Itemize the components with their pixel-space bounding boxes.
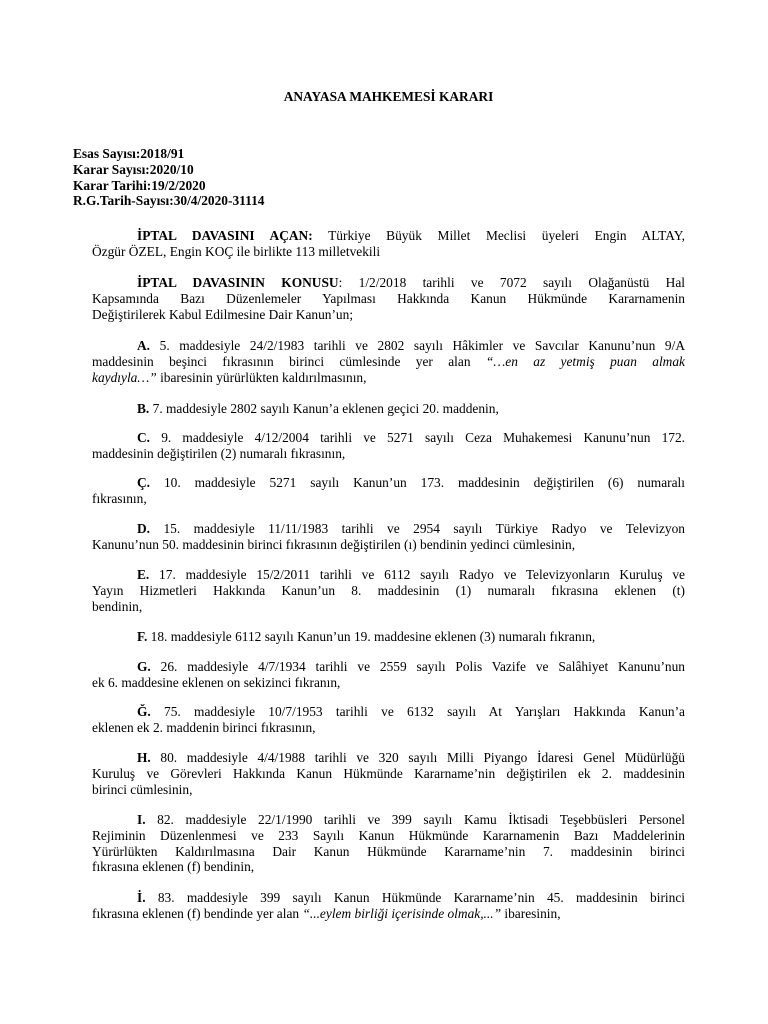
- item-text: fıkrasına eklenen (f) bendinin,: [92, 859, 255, 875]
- karar-sayisi: Karar Sayısı:2020/10: [73, 161, 194, 177]
- item-key: Ğ.: [137, 704, 151, 719]
- item-text: fıkrasının,: [92, 490, 147, 506]
- item-text: Yürürlükten Kaldırılmasına Dair Kanun Hükmünde Kararname’nin 7. maddesinin birinci: [92, 843, 685, 859]
- item-quote: “…en az yetmiş puan almak: [485, 353, 685, 369]
- item-text: 10. maddesiyle 5271 sayılı Kanun’un 173. maddesinin değiştirilen (6) numaralı: [150, 475, 685, 490]
- item-text: 18. maddesiyle 6112 sayılı Kanun’un 19. maddesine eklenen (3) numaralı fıkranın,: [147, 629, 596, 644]
- item-key: İ.: [137, 890, 146, 905]
- item-key: A.: [137, 338, 151, 353]
- resmi-gazete: R.G.Tarih-Sayısı:30/4/2020-31114: [73, 193, 265, 209]
- item-quote: “...eylem birliği içerisinde olmak,...”: [302, 905, 502, 921]
- item-text: Rejiminin Düzenlenmesi ve 233 Sayılı Kanun Hükmünde Kararnamenin Bazı Maddelerinin: [92, 827, 685, 843]
- item-text: ibaresinin yürürlükten kaldırılmasının,: [156, 369, 367, 385]
- list-item-b: [92, 401, 685, 417]
- item-text: 80. maddesiyle 4/4/1988 tarihli ve 320 sayılı Milli Piyango İdaresi Genel Müdürlüğü: [150, 750, 685, 765]
- item-text: 9. maddesiyle 4/12/2004 tarihli ve 5271 sayılı Ceza Muhakemesi Kanunu’nun 172.: [150, 430, 685, 445]
- item-key: G.: [137, 659, 151, 674]
- item-text: 5. maddesiyle 24/2/1983 tarihli ve 2802 sayılı Hâkimler ve Savcılar Kanunu’nun 9/A: [150, 338, 685, 353]
- item-text: 15. maddesiyle 11/11/1983 tarihli ve 2954 sayılı Türkiye Radyo ve Televizyon: [150, 521, 685, 536]
- item-text: 83. maddesiyle 399 sayılı Kanun Hükmünde Kararname’nin 45. maddesinin birinci: [145, 890, 685, 905]
- item-text: Kanunu’nun 50. maddesinin birinci fıkrasının değiştirilen (ı) bendinin yedinci cümlesinin,: [92, 536, 576, 552]
- acan-line-2: Özgür ÖZEL, Engin KOÇ ile birlikte 113 milletvekili: [92, 243, 381, 259]
- list-item-i-dotted: [92, 890, 685, 922]
- item-key: B.: [137, 401, 150, 416]
- item-text: fıkrasına eklenen (f) bendinde yer alan: [92, 905, 303, 921]
- list-item-c-cedilla: [92, 475, 685, 507]
- item-key: D.: [137, 521, 151, 536]
- item-key: C.: [137, 430, 151, 445]
- acan-line-1: Türkiye Büyük Millet Meclisi üyeleri Engin ALTAY,: [312, 228, 685, 243]
- paragraph-dava-konusu: [92, 275, 685, 322]
- esas-sayisi: Esas Sayısı:2018/91: [73, 146, 185, 161]
- item-text: birinci cümlesinin,: [92, 781, 193, 797]
- item-text: bendinin,: [92, 598, 143, 614]
- list-item-a: [92, 338, 685, 385]
- konu-line-3: Değiştirilerek Kabul Edilmesine Dair Kanun’un;: [92, 306, 354, 322]
- item-text: maddesinin değiştirilen (2) numaralı fıkrasının,: [92, 445, 346, 461]
- list-item-e: [92, 567, 685, 614]
- item-text: eklenen ek 2. maddenin birinci fıkrasının,: [92, 719, 316, 735]
- item-key: E.: [137, 567, 150, 582]
- item-text: Kuruluş ve Görevleri Hakkında Kanun Hükmünde Kararname’nin değiştirilen ek 2. maddesinin: [92, 765, 685, 781]
- item-key: I.: [137, 812, 146, 827]
- item-text: 17. maddesiyle 15/2/2011 tarihli ve 6112 sayılı Radyo ve Televizyonların Kuruluş ve: [149, 567, 685, 582]
- list-item-i: [92, 812, 685, 875]
- label-davayi-acan: İPTAL DAVASINI AÇAN:: [137, 228, 313, 243]
- item-key: F.: [137, 629, 148, 644]
- item-quote: kaydıyla…”: [92, 369, 157, 385]
- item-text: ek 6. maddesine eklenen on sekizinci fıkranın,: [92, 674, 341, 690]
- item-text: ibaresinin,: [501, 905, 561, 921]
- item-text: 82. maddesiyle 22/1/1990 tarihli ve 399 sayılı Kamu İktisadi Teşebbüsleri Personel: [145, 812, 685, 827]
- konu-line-1: : 1/2/2018 tarihli ve 7072 sayılı Olağanüstü Hal: [338, 275, 685, 290]
- paragraph-davayi-acan: [92, 228, 685, 260]
- list-item-f: [92, 629, 685, 645]
- page-title: ANAYASA MAHKEMESİ KARARI: [283, 89, 494, 104]
- item-text: 26. maddesiyle 4/7/1934 tarihli ve 2559 sayılı Polis Vazife ve Salâhiyet Kanunu’nun: [150, 659, 685, 674]
- list-item-g: [92, 659, 685, 691]
- item-text: maddesinin beşinci fıkrasının birinci cümlesinde yer alan: [92, 353, 486, 369]
- label-dava-konusu: İPTAL DAVASININ KONUSU: [137, 275, 339, 290]
- item-text: 75. maddesiyle 10/7/1953 tarihli ve 6132 sayılı At Yarışları Hakkında Kanun’a: [150, 704, 685, 719]
- karar-tarihi: Karar Tarihi:19/2/2020: [73, 177, 206, 193]
- item-text: Yayın Hizmetleri Hakkında Kanun’un 8. maddesinin (1) numaralı fıkrasına eklenen (t): [92, 582, 685, 598]
- item-text: 7. maddesiyle 2802 sayılı Kanun’a eklenen geçici 20. maddenin,: [149, 401, 499, 416]
- case-metadata: [73, 146, 264, 209]
- list-item-d: [92, 521, 685, 553]
- list-item-c: [92, 430, 685, 462]
- list-item-h: [92, 750, 685, 797]
- item-key: Ç.: [137, 475, 151, 490]
- konu-line-2: Kapsamında Bazı Düzenlemeler Yapılması Hakkında Kanun Hükmünde Kararnamenin: [92, 290, 685, 306]
- item-key: H.: [137, 750, 151, 765]
- list-item-g-breve: [92, 704, 685, 736]
